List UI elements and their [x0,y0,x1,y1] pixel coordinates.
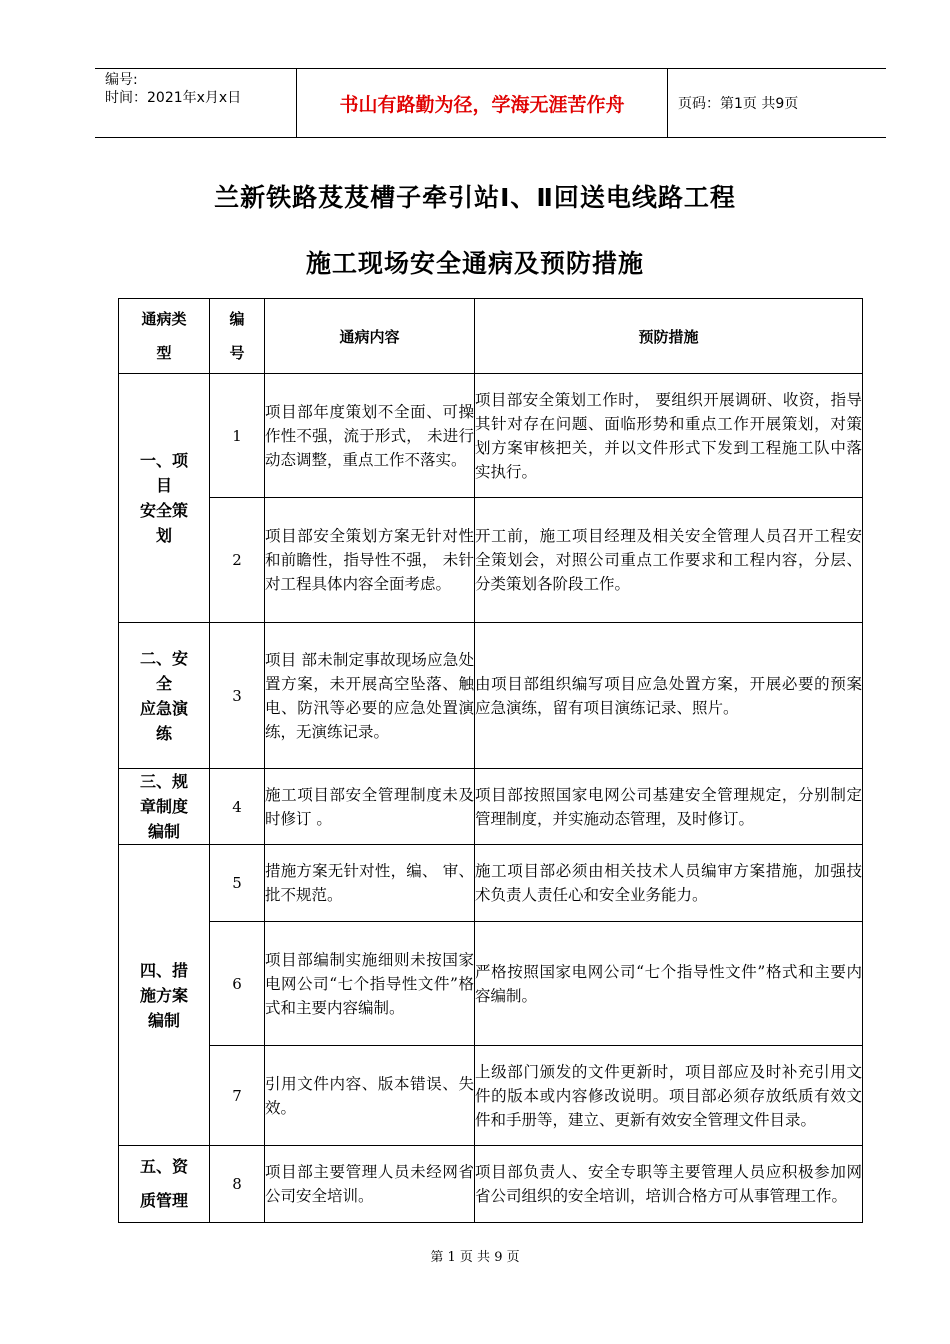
table-row [119,769,863,845]
prevention-measure: 项目部按照国家电网公司基建安全管理规定，分别制定管理制度，并实施动态管理，及时修订。 [475,769,863,845]
time-label: 时间：2021年x月x日 [105,90,242,106]
prevention-measure: 施工项目部必须由相关技术人员编审方案措施，加强技术负责人责任心和安全业务能力。 [475,845,863,922]
hazard-content: 项目部编制实施细则未按国家电网公司“七个指导性文件”格式和主要内容编制。 [265,922,475,1046]
prevention-measure: 项目部安全策划工作时， 要组织开展调研、收资，指导其针对存在问题、面临形势和重点工作开展策划，对策划方案审核把关，并以文件形式下发到工程施工队中落实执行。 [475,374,863,498]
hazard-content: 项目部安全策划方案无针对性和前瞻性，指导性不强， 未针对工程具体内容全面考虑。 [265,498,475,623]
hazard-content: 项目 部未制定事故现场应急处置方案，未开展高空坠落、触电、防汛等必要的应急处置演练，无演练记录。 [265,623,475,769]
header-left-cell [95,69,296,137]
row-number: 4 [210,769,265,845]
document-title: 兰新铁路芨芨槽子牵引站Ⅰ、Ⅱ回送电线路工程 [214,183,736,212]
hazard-content: 项目部年度策划不全面、可操作性不强，流于形式， 未进行动态调整，重点工作不落实。 [265,374,475,498]
table-row [119,498,863,623]
prevention-measure: 严格按照国家电网公司“七个指导性文件”格式和主要内容编制。 [475,922,863,1046]
header-content: 通病内容 [265,299,475,374]
table-row [119,845,863,922]
category-cell: 五、资 质管理 [119,1146,210,1223]
document-header [95,68,886,138]
table-row [119,1146,863,1223]
hazard-content: 施工项目部安全管理制度未及时修订 。 [265,769,475,845]
header-motto: 书山有路勤为径，学海无涯苦作舟 [296,69,668,137]
row-number: 3 [210,623,265,769]
table-row [119,1046,863,1146]
page-footer: 第 1 页 共 9 页 [430,1250,520,1265]
prevention-measure: 开工前，施工项目经理及相关安全管理人员召开工程安全策划会，对照公司重点工作要求和工程内容，分层、分类策划各阶段工作。 [475,498,863,623]
category-cell: 四、措 施方案 编制 [119,845,210,1146]
category-cell: 三、规 章制度 编制 [119,769,210,845]
serial-label: 编号: [105,72,138,88]
row-number: 6 [210,922,265,1046]
category-cell: 一、项 目 安全策 划 [119,374,210,623]
row-number: 2 [210,498,265,623]
prevention-measure: 项目部负责人、安全专职等主要管理人员应积极参加网省公司组织的安全培训，培训合格方可从事管理工作。 [475,1146,863,1223]
hazard-table [118,298,863,1223]
prevention-measure: 上级部门颁发的文件更新时，项目部应及时补充引用文件的版本或内容修改说明。项目部必须存放纸质有效文件和手册等，建立、更新有效安全管理文件目录。 [475,1046,863,1146]
header-measures: 预防措施 [475,299,863,374]
header-category: 通病类 型 [119,299,210,374]
table-header-row [119,299,863,374]
header-number: 编 号 [210,299,265,374]
table-row [119,922,863,1046]
header-page-info: 页码：第1页 共9页 [678,96,799,112]
row-number: 1 [210,374,265,498]
row-number: 5 [210,845,265,922]
hazard-content: 措施方案无针对性，编、 审、批不规范。 [265,845,475,922]
hazard-content: 项目部主要管理人员未经网省公司安全培训。 [265,1146,475,1223]
table-row [119,374,863,498]
hazard-content: 引用文件内容、版本错误、失效。 [265,1046,475,1146]
table-row [119,623,863,769]
row-number: 8 [210,1146,265,1223]
row-number: 7 [210,1046,265,1146]
prevention-measure: 由项目部组织编写项目应急处置方案，开展必要的预案应急演练，留有项目演练记录、照片。 [475,623,863,769]
document-subtitle: 施工现场安全通病及预防措施 [305,249,644,278]
category-cell: 二、安 全 应急演 练 [119,623,210,769]
